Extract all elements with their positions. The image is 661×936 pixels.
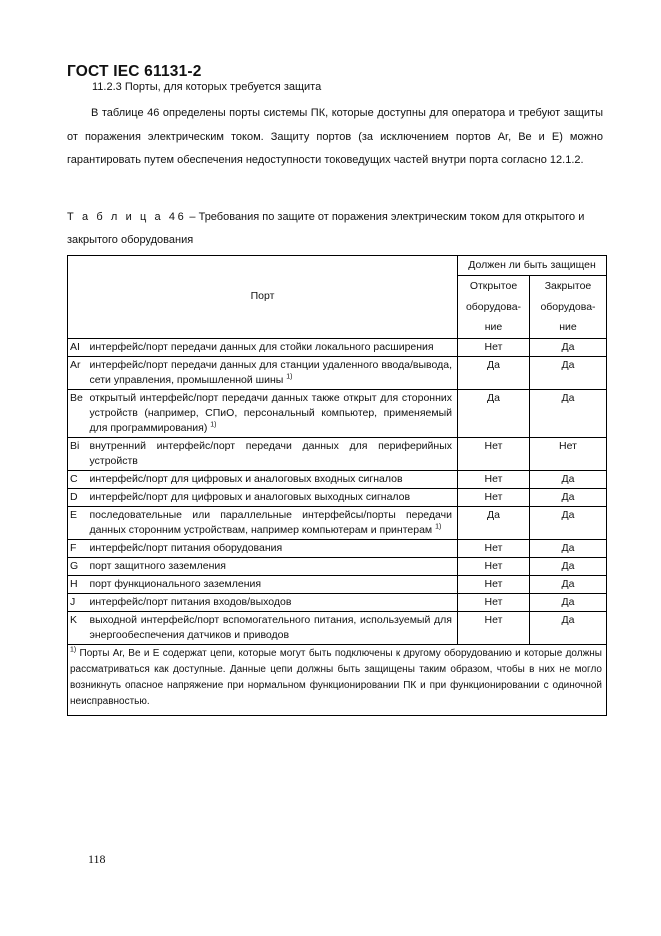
port-description-text: интерфейс/порт передачи данных для станции удаленного ввода/вывода, сети управления, промышленной шины [89, 358, 452, 386]
closed-equipment-value: Да [530, 539, 607, 557]
open-equipment-value: Да [458, 506, 530, 539]
port-description [88, 539, 458, 557]
footnote-reference: 1) [286, 373, 293, 380]
port-description [88, 575, 458, 593]
port-description-text: интерфейс/порт для цифровых и аналоговых выходных сигналов [89, 490, 411, 503]
table-row [68, 593, 607, 611]
open-equipment-value: Нет [458, 593, 530, 611]
table-row [68, 557, 607, 575]
table-row [68, 356, 607, 389]
open-equipment-value: Нет [458, 575, 530, 593]
table-caption-label: Т а б л и ц а 46 [67, 211, 187, 223]
port-description-text: выходной интерфейс/порт вспомогательного питания, используемый для энергообеспечения датчиков и приводов [89, 613, 452, 641]
table-caption [67, 206, 603, 252]
ports-protection-table [67, 255, 607, 716]
port-code: J [68, 593, 88, 611]
col-header-closed-equipment: Закрытое оборудова-ние [530, 276, 607, 339]
table-row [68, 389, 607, 437]
footnote-reference: 1) [210, 421, 217, 428]
open-equipment-value: Нет [458, 437, 530, 470]
open-equipment-value: Нет [458, 611, 530, 644]
closed-equipment-value: Нет [530, 437, 607, 470]
section-heading: 11.2.3 Порты, для которых требуется защита [92, 81, 322, 93]
port-code: K [68, 611, 88, 644]
port-description-text: открытый интерфейс/порт передачи данных также открыт для сторонних устройств (например, СПиО, персональный компьютер, применяемый для программирования) [89, 391, 452, 434]
intro-paragraph: В таблице 46 определены порты системы ПК, которые доступны для оператора и требуют защиты от поражения электрическим током. Защиту портов (за исключением портов Ar, Be и E) можно гарантировать путем обеспечения недоступности токоведущих частей внутри порта согласно 12.1.2. [67, 107, 603, 166]
footnote-mark: 1) [70, 646, 77, 654]
port-description [88, 338, 458, 356]
closed-equipment-value: Да [530, 575, 607, 593]
port-code: C [68, 470, 88, 488]
standard-title: ГОСТ IEC 61131-2 [67, 63, 202, 80]
table-row [68, 539, 607, 557]
port-code: Bi [68, 437, 88, 470]
port-description-text: порт защитного заземления [89, 559, 226, 572]
port-description-text: интерфейс/порт питания оборудования [89, 541, 283, 554]
port-description [88, 488, 458, 506]
closed-equipment-value: Да [530, 338, 607, 356]
port-description-text: интерфейс/порт передачи данных для стойки локального расширения [89, 340, 434, 353]
port-description [88, 611, 458, 644]
table-row [68, 611, 607, 644]
table-row [68, 575, 607, 593]
open-equipment-value: Да [458, 389, 530, 437]
port-description [88, 389, 458, 437]
port-code: H [68, 575, 88, 593]
port-description [88, 470, 458, 488]
table-footnote [68, 644, 607, 715]
port-description [88, 437, 458, 470]
port-code: Be [68, 389, 88, 437]
table-row [68, 506, 607, 539]
port-description-text: последовательные или параллельные интерфейсы/порты передачи данных сторонним устройствам, например компьютерам и принтерам [89, 508, 452, 536]
port-code: E [68, 506, 88, 539]
col-header-port: Порт [68, 256, 458, 339]
table-row [68, 488, 607, 506]
closed-equipment-value: Да [530, 356, 607, 389]
table-row [68, 338, 607, 356]
port-description-text: внутренний интерфейс/порт передачи данных для периферийных устройств [89, 439, 452, 467]
port-description [88, 557, 458, 575]
closed-equipment-value: Да [530, 506, 607, 539]
port-description-text: интерфейс/порт питания входов/выходов [89, 595, 292, 608]
open-equipment-value: Нет [458, 557, 530, 575]
footnote-text: Порты Ar, Be и E содержат цепи, которые могут быть подключены к другому оборудованию и которые должны рассматриваться как доступные. Данные цепи должны быть защищены таким образом, чтобы в них не могло возникнуть опасное напряжение при нормальном функционировании ПК и при функционировании с одиночной неисправностью. [70, 647, 602, 707]
port-description [88, 506, 458, 539]
port-code: F [68, 539, 88, 557]
closed-equipment-value: Да [530, 470, 607, 488]
closed-equipment-value: Да [530, 488, 607, 506]
open-equipment-value: Нет [458, 338, 530, 356]
port-description [88, 356, 458, 389]
footnote-reference: 1) [435, 523, 442, 530]
port-code: Ar [68, 356, 88, 389]
table-row [68, 437, 607, 470]
open-equipment-value: Нет [458, 470, 530, 488]
open-equipment-value: Нет [458, 539, 530, 557]
port-code: G [68, 557, 88, 575]
closed-equipment-value: Да [530, 611, 607, 644]
open-equipment-value: Да [458, 356, 530, 389]
port-description [88, 593, 458, 611]
port-code: D [68, 488, 88, 506]
open-equipment-value: Нет [458, 488, 530, 506]
table-row [68, 470, 607, 488]
port-code: AI [68, 338, 88, 356]
closed-equipment-value: Да [530, 557, 607, 575]
page-number: 118 [88, 852, 106, 866]
closed-equipment-value: Да [530, 593, 607, 611]
port-description-text: порт функционального заземления [89, 577, 262, 590]
table-caption-text: – Требования по защите от поражения электрическим током для открытого и закрытого оборудования [67, 211, 585, 246]
col-header-open-equipment: Открытое оборудова-ние [458, 276, 530, 339]
port-description-text: интерфейс/порт для цифровых и аналоговых входных сигналов [89, 472, 403, 485]
col-header-protection-group: Должен ли быть защищен [458, 256, 607, 276]
closed-equipment-value: Да [530, 389, 607, 437]
